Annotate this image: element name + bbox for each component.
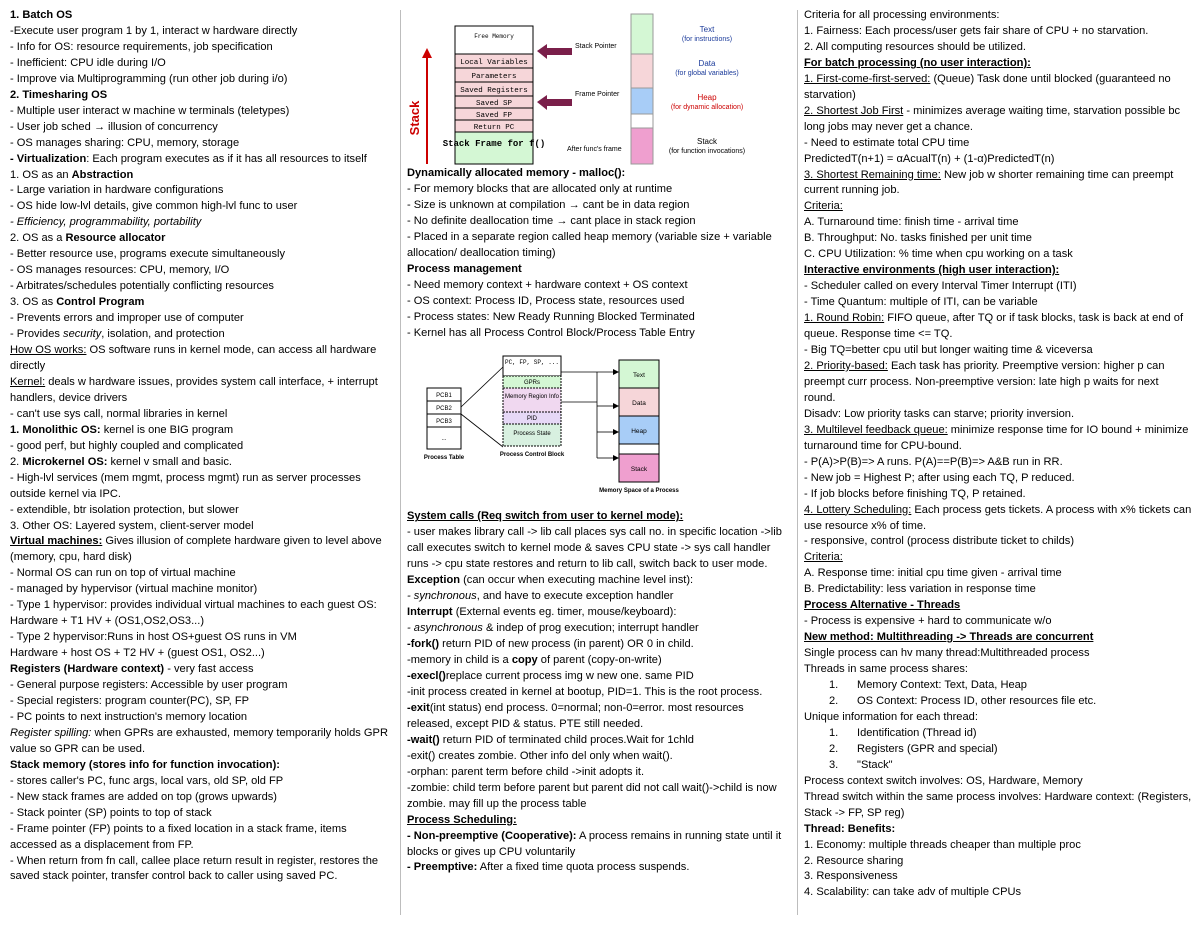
text-span: kernel v small and basic. (107, 455, 232, 468)
text-span: , and have to execute exception handler (476, 590, 674, 603)
stack-frame-diagram (407, 8, 792, 168)
text-line (407, 669, 792, 685)
text-line (804, 168, 1192, 200)
text-line (10, 534, 396, 566)
segment-free-box (631, 114, 653, 128)
segment-sub-label: (for dynamic allocation) (670, 104, 744, 111)
arrow-head-icon (613, 369, 619, 375)
text-line: 4. Scalability: can take adv of multiple CPUs (804, 886, 1022, 899)
text-line: 1. Fairness: Each process/user gets fair share of CPU + no starvation. (804, 24, 1149, 37)
term: 4. Lottery Scheduling: (804, 503, 912, 516)
text-line (10, 726, 396, 758)
text-line: - Time Quantum: multiple of ITI, can be variable (804, 296, 1038, 309)
text-line: - User job sched → illusion of concurrency (10, 120, 218, 133)
text-line: -zombie: child term before parent but parent did not call wait()->child is now zombie. may fill up the process table (407, 781, 777, 810)
text-span: replace current process img w new one. same PID (445, 670, 694, 683)
text-line: - General purpose registers: Accessible by user program (10, 679, 288, 692)
text-line: - extendible, btr isolation protection, but slower (10, 503, 239, 516)
memory-segment-free (619, 444, 659, 454)
heading-stack-memory: Stack memory (stores info for function invocation): (10, 758, 280, 771)
text-line: - Efficiency, programmability, portability (10, 216, 202, 229)
text-line (407, 589, 792, 605)
heading-process-scheduling: Process Scheduling: (407, 813, 517, 826)
text-line: - OS context: Process ID, Process state, resources used (407, 294, 685, 307)
term: copy (511, 654, 538, 667)
text-line: - user makes library call -> lib call places sys call no. in specific location ->lib call executes switch to kernel mode & saves CPU state -> sys call handler runs -> cpu state restores and return to lib call, switch back to user mode. (407, 526, 782, 571)
heading-malloc: Dynamically allocated memory - malloc(): (407, 167, 626, 179)
term: Abstraction (71, 168, 134, 181)
text-span: Each process gets tickets. A process with x% tickets can use resource x% of time. (804, 503, 1192, 532)
term: -exit (407, 701, 430, 714)
text-span: (External events eg. timer, mouse/keyboard): (452, 606, 677, 619)
term: Kernel: (10, 375, 46, 388)
list-number: 3. (829, 758, 839, 771)
text-span: 1. OS as an (10, 168, 72, 181)
list-text: Memory Context: Text, Data, Heap (857, 679, 1027, 692)
text-span: , isolation, and protection (101, 328, 225, 341)
text-line: - Type 2 hypervisor:Runs in host OS+guest OS runs in VM (10, 631, 297, 644)
memory-segment-label: Data (632, 400, 646, 407)
text-line: C. CPU Utilization: % time when cpu working on a task (804, 248, 1073, 261)
text-line: - P(A)>P(B)=> A runs. P(A)==P(B)=> A&B run in RR. (804, 455, 1063, 468)
text-span: 2. OS as a (10, 232, 66, 245)
text-line: Criteria for all processing environments: (804, 9, 1000, 21)
text-line: - Prevents errors and improper use of computer (10, 312, 244, 325)
column-divider (797, 10, 798, 915)
text-line: - Size is unknown at compilation → cant be in data region (407, 198, 690, 211)
frame-pointer-label: Frame Pointer (575, 91, 620, 98)
term: Register spilling: (10, 726, 92, 739)
term: - synchronous (407, 590, 477, 603)
text-line: - Scheduler called on every Interval Timer Interrupt (ITI) (804, 280, 1077, 293)
text-line (407, 701, 792, 733)
memory-space-label: Memory Space of a Process (599, 488, 679, 494)
text-line: - PC points to next instruction's memory location (10, 710, 248, 723)
text-span: Gives illusion of complete hardware given to level above (memory, cpu, hard disk) (10, 535, 382, 564)
text-line (10, 327, 396, 343)
text-line (10, 152, 396, 168)
text-line: - managed by hypervisor (virtual machine monitor) (10, 583, 258, 596)
term: How OS works: (10, 344, 87, 357)
stack-row-label: Saved FP (475, 112, 513, 120)
segment-sub-label: (for instructions) (681, 36, 733, 43)
list-number: 2. (829, 742, 839, 755)
term: -execl() (407, 670, 446, 683)
memory-segment-label: Heap (631, 428, 647, 435)
segment-data-box (631, 54, 653, 88)
list-item (804, 678, 1192, 694)
segment-stack-box (631, 128, 653, 164)
heading-criteria: Criteria: (804, 551, 843, 564)
text-span: : Each program executes as if it has all resources to itself (86, 152, 367, 165)
term: Registers (Hardware context) (10, 663, 165, 676)
text-line: - For memory blocks that are allocated only at runtime (407, 182, 673, 195)
stack-side-label: Stack (407, 100, 422, 136)
stack-row-label: Saved Registers (460, 87, 528, 95)
text-line (804, 503, 1192, 535)
stack-up-arrow-icon (422, 48, 432, 58)
text-line (804, 359, 1192, 407)
text-line (10, 455, 396, 471)
process-table-row-label: PCB1 (436, 393, 452, 399)
text-line: A. Turnaround time: finish time - arrival time (804, 216, 1019, 229)
text-line: - responsive, control (process distribute ticket to childs) (804, 535, 1075, 548)
text-line: PredictedT(n+1) = αAcualT(n) + (1-α)PredictedT(n) (804, 152, 1055, 165)
text-line: - stores caller's PC, func args, local vars, old SP, old FP (10, 774, 284, 787)
term: Microkernel OS: (22, 455, 108, 468)
segment-label: Stack (696, 137, 718, 146)
text-line: - OS manages resources: CPU, memory, I/O (10, 264, 230, 277)
term: - asynchronous (407, 622, 483, 635)
text-line: - Better resource use, programs execute simultaneously (10, 248, 286, 261)
text-line: - good perf, but highly coupled and complicated (10, 439, 244, 452)
text-line: - Info for OS: resource requirements, job specification (10, 40, 273, 53)
text-span: kernel is one BIG program (100, 423, 234, 436)
text-line: -orphan: parent term before child ->init adopts it. (407, 765, 645, 778)
stack-row-label: Saved SP (475, 100, 513, 108)
text-line: - Multiple user interact w machine w terminals (teletypes) (10, 104, 290, 117)
list-number: 2. (829, 694, 839, 707)
text-line: 2. All computing resources should be utilized. (804, 40, 1026, 53)
term: - Virtualization (10, 152, 87, 165)
column-1 (10, 8, 396, 885)
list-text: Identification (Thread id) (857, 726, 977, 739)
process-table-label: Process Table (423, 455, 465, 461)
text-line: - Placed in a separate region called heap memory (variable size + variable allocation/ deallocation timing) (407, 230, 772, 259)
text-line: B. Throughput: No. tasks finished per unit time (804, 232, 1032, 245)
heading-process-management: Process management (407, 262, 522, 275)
pcb-block-row-label: GPRs (523, 380, 541, 386)
term: 2. Shortest Job First (804, 104, 904, 117)
pcb-block-row-label: Process State (513, 431, 551, 437)
text-line: - can't use sys call, normal libraries in kernel (10, 407, 228, 420)
list-text: "Stack" (857, 758, 893, 771)
text-line (10, 423, 396, 439)
text-line (407, 637, 792, 653)
text-line (407, 573, 792, 589)
text-line: - Large variation in hardware configurations (10, 184, 224, 197)
term: - Preemptive: (407, 861, 478, 874)
column-divider (400, 10, 401, 915)
term: 3. Multilevel feedback queue: (804, 423, 948, 436)
text-line (804, 104, 1192, 136)
list-item (804, 758, 1192, 774)
text-line: - Type 1 hypervisor: provides individual virtual machines to each guest OS: Hardware + T1 HV + (OS1,OS2,OS3...) (10, 599, 377, 628)
text-line (407, 653, 792, 669)
text-line (10, 375, 396, 407)
text-span: (int status) end process. 0=normal; non-0=error. most resources released, except PID & status. PTE still needed. (407, 701, 744, 730)
frame-pointer-arrow-icon (537, 95, 572, 110)
text-span: A process remains in running state until it blocks or gives up CPU voluntarily (407, 829, 782, 858)
text-line: Disadv: Low priority tasks can starve; priority inversion. (804, 407, 1075, 420)
list-number: 1. (829, 679, 839, 692)
after-frame-label: After func's frame (567, 146, 622, 153)
term: - Non-preemptive (Cooperative): (407, 829, 577, 842)
text-line: B. Predictability: less variation in response time (804, 583, 1036, 596)
process-control-block-diagram (407, 352, 792, 510)
text-span: return PID of terminated child proces.Wait for 1chld (439, 733, 694, 746)
text-span: (can occur when executing machine level inst): (460, 574, 694, 587)
text-line: - Frame pointer (FP) points to a fixed location in a stack frame, items accessed as a displacement from FP. (10, 822, 347, 851)
text-line: - OS hide low-lvl details, give common high-lvl func to user (10, 200, 298, 213)
text-line: -exit() creates zombie. Other info del only when wait(). (407, 749, 673, 762)
column-3 (804, 8, 1192, 901)
column-2 (407, 166, 792, 876)
text-line: Thread switch within the same process involves: Hardware context: (Registers, Stack -> FP, SP reg) (804, 790, 1192, 819)
term: -wait() (407, 733, 440, 746)
list-item (804, 742, 1192, 758)
text-span: After a fixed time quota process suspends. (477, 861, 690, 874)
heading-thread-benefits: Thread: Benefits: (804, 822, 896, 835)
text-line: 1. Economy: multiple threads cheaper than multiple proc (804, 838, 1081, 851)
stack-row-label: Return PC (473, 124, 515, 132)
text-span: - Provides (10, 328, 64, 341)
text-span: - minimizes average waiting time, starvation possible bc long jobs may never get a chance. (804, 104, 1181, 133)
pcb-block-row-label: Memory Region Info (504, 394, 560, 400)
text-span: New job w shorter remaining time can preempt current running job. (804, 168, 1174, 197)
text-line (10, 662, 396, 678)
text-line: - OS manages sharing: CPU, memory, storage (10, 136, 240, 149)
stack-row-label: Local Variables (460, 59, 528, 67)
text-line: - Need memory context + hardware context + OS context (407, 278, 688, 291)
arrow-head-icon (613, 455, 619, 461)
text-line (804, 311, 1192, 343)
process-table-row-label: PCB2 (436, 406, 452, 412)
stack-free-memory-box (455, 26, 533, 54)
text-span: - very fast access (164, 663, 254, 676)
term: Control Program (56, 296, 145, 309)
text-span: -memory in child is a (407, 654, 512, 667)
memory-segment-label: Stack (630, 466, 648, 473)
text-line: 2. Resource sharing (804, 854, 904, 867)
segment-label: Text (699, 25, 715, 34)
text-span: 3. OS as (10, 296, 57, 309)
text-span: return PID of new process (in parent) OR 0 in child. (439, 638, 694, 651)
term: 1. Round Robin: (804, 312, 885, 325)
text-line: Process context switch involves: OS, Hardware, Memory (804, 774, 1083, 787)
text-line: - Kernel has all Process Control Block/Process Table Entry (407, 326, 695, 339)
pcb-block-row (503, 388, 561, 412)
heading-batch-os: 1. Batch OS (10, 9, 73, 21)
segment-label: Heap (697, 93, 717, 102)
list-item (804, 694, 1192, 710)
list-item (804, 726, 1192, 742)
text-line: Single process can hv many thread:Multithreaded process (804, 647, 1090, 660)
text-line (407, 605, 792, 621)
text-line (10, 343, 396, 375)
pcb-block-row-label: PC, FP, SP, ... (504, 359, 560, 366)
heading-interactive-environments: Interactive environments (high user interaction): (804, 264, 1060, 277)
text-line: Hardware + host OS + T2 HV + (guest OS1, OS2...) (10, 647, 265, 660)
term: Interrupt (407, 606, 453, 619)
heading-timesharing-os: 2. Timesharing OS (10, 88, 108, 101)
process-table-row-label: ... (441, 436, 447, 442)
memory-segment-label: Text (633, 372, 645, 379)
text-line: - Special registers: program counter(PC), SP, FP (10, 694, 250, 707)
text-line: - Stack pointer (SP) points to top of stack (10, 806, 212, 819)
list-text: Registers (GPR and special) (857, 742, 998, 755)
text-line: - Process is expensive + hard to communicate w/o (804, 615, 1052, 628)
text-line: 3. Other OS: Layered system, client-server model (10, 519, 254, 532)
connector-line (461, 414, 503, 447)
text-line: Unique information for each thread: (804, 710, 978, 723)
heading-system-calls: System calls (Req switch from user to kernel mode): (407, 510, 684, 523)
segment-heap-box (631, 88, 653, 114)
text-line (10, 295, 396, 311)
arrow-head-icon (613, 429, 619, 435)
segment-sub-label: (for function invocations) (668, 148, 746, 155)
segment-text-box (631, 14, 653, 54)
text-line: - If job blocks before finishing TQ, P retained. (804, 487, 1026, 500)
text-line: - Big TQ=better cpu util but longer waiting time & viceversa (804, 344, 1093, 357)
text-line (407, 829, 792, 861)
stack-row-label: Parameters (471, 73, 517, 81)
text-line: 3. Responsiveness (804, 870, 898, 883)
stack-pointer-label: Stack Pointer (575, 43, 617, 50)
term: 3. Shortest Remaining time: (804, 168, 941, 181)
stack-frame-label: Stack Frame for f() (442, 139, 546, 149)
text-span: FIFO queue, after TQ or if task blocks, task is back at end of queue. Response time <= TQ. (804, 312, 1184, 341)
connector-line (461, 367, 503, 407)
stack-row-label: Free Memory (474, 33, 514, 40)
term: Exception (407, 574, 461, 587)
text-span: 2. (10, 455, 23, 468)
term: 2. Priority-based: (804, 359, 888, 372)
text-span: deals w hardware issues, provides system call interface, + interrupt handlers, device drivers (10, 375, 378, 404)
text-line (407, 621, 792, 637)
arrow-head-icon (613, 403, 619, 409)
heading-criteria: Criteria: (804, 200, 843, 213)
text-line: - Need to estimate total CPU time (804, 136, 970, 149)
text-line (10, 231, 396, 247)
term: 1. First-come-first-served: (804, 72, 931, 85)
text-line: - High-lvl services (mem mgmt, process mgmt) run as server processes outside kernel via IPC. (10, 471, 361, 500)
text-line: - Improve via Multiprogramming (run other job during i/o) (10, 72, 288, 85)
text-line: - Process states: New Ready Running Blocked Terminated (407, 310, 695, 323)
text-span: & indep of prog execution; interrupt handler (482, 622, 699, 635)
text-span: minimize response time for IO bound + minimize turnaround time for CPU-bound. (804, 423, 1189, 452)
stack-pointer-arrow-icon (537, 44, 572, 59)
segment-sub-label: (for global variables) (675, 70, 739, 77)
text-line: - No definite deallocation time → cant place in stack region (407, 214, 696, 227)
pcb-block-row-label: PID (526, 416, 538, 422)
text-line: - Arbitrates/schedules potentially conflicting resources (10, 280, 274, 293)
text-line (804, 423, 1192, 455)
heading-threads: Process Alternative - Threads (804, 599, 961, 612)
segment-label: Data (698, 59, 716, 68)
text-line: -init process created in kernel at bootup, PID=1. This is the root process. (407, 685, 763, 698)
text-line: - Inefficient: CPU idle during I/O (10, 56, 166, 69)
text-line: A. Response time: initial cpu time given - arrival time (804, 567, 1062, 580)
process-table-row-label: PCB3 (436, 419, 452, 425)
heading-multithreading: New method: Multithreading -> Threads are concurrent (804, 631, 1094, 644)
term: -fork() (407, 638, 440, 651)
list-number: 1. (829, 726, 839, 739)
text-line: - New stack frames are added on top (grows upwards) (10, 790, 277, 803)
text-line: - New job = Highest P; after using each TQ, P reduced. (804, 471, 1075, 484)
term: Resource allocator (65, 232, 166, 245)
term: 1. Monolithic OS: (10, 423, 101, 436)
text-span: Each task has priority. Preemptive version: higher p can preempt curr process. Non-preemptive version: late high p waits for next round. (804, 359, 1165, 404)
text-line (407, 733, 792, 749)
text-line: - Normal OS can run on top of virtual machine (10, 567, 236, 580)
pcb-block-label: Process Control Block (499, 452, 565, 458)
heading-batch-processing: For batch processing (no user interaction): (804, 56, 1031, 69)
text-line: -Execute user program 1 by 1, interact w hardware directly (10, 24, 298, 37)
text-line (804, 72, 1192, 104)
text-span: (Queue) Task done until blocked (guaranteed no starvation) (804, 72, 1171, 101)
text-line (10, 168, 396, 184)
term: Virtual machines: (10, 535, 103, 548)
text-span: when GPRs are exhausted, memory temporarily holds GPR value so GPR can be used. (10, 726, 388, 755)
list-text: OS Context: Process ID, other resources file etc. (857, 694, 1097, 707)
term: security (63, 328, 102, 341)
text-span: of parent (copy-on-write) (537, 654, 662, 667)
text-line: - When return from fn call, callee place return result in register, restores the saved stack pointer, transfer control back to caller using saved PC. (10, 854, 379, 883)
text-span: OS software runs in kernel mode, can access all hardware directly (10, 344, 377, 372)
text-line: Threads in same process shares: (804, 663, 969, 676)
text-line (407, 860, 792, 876)
